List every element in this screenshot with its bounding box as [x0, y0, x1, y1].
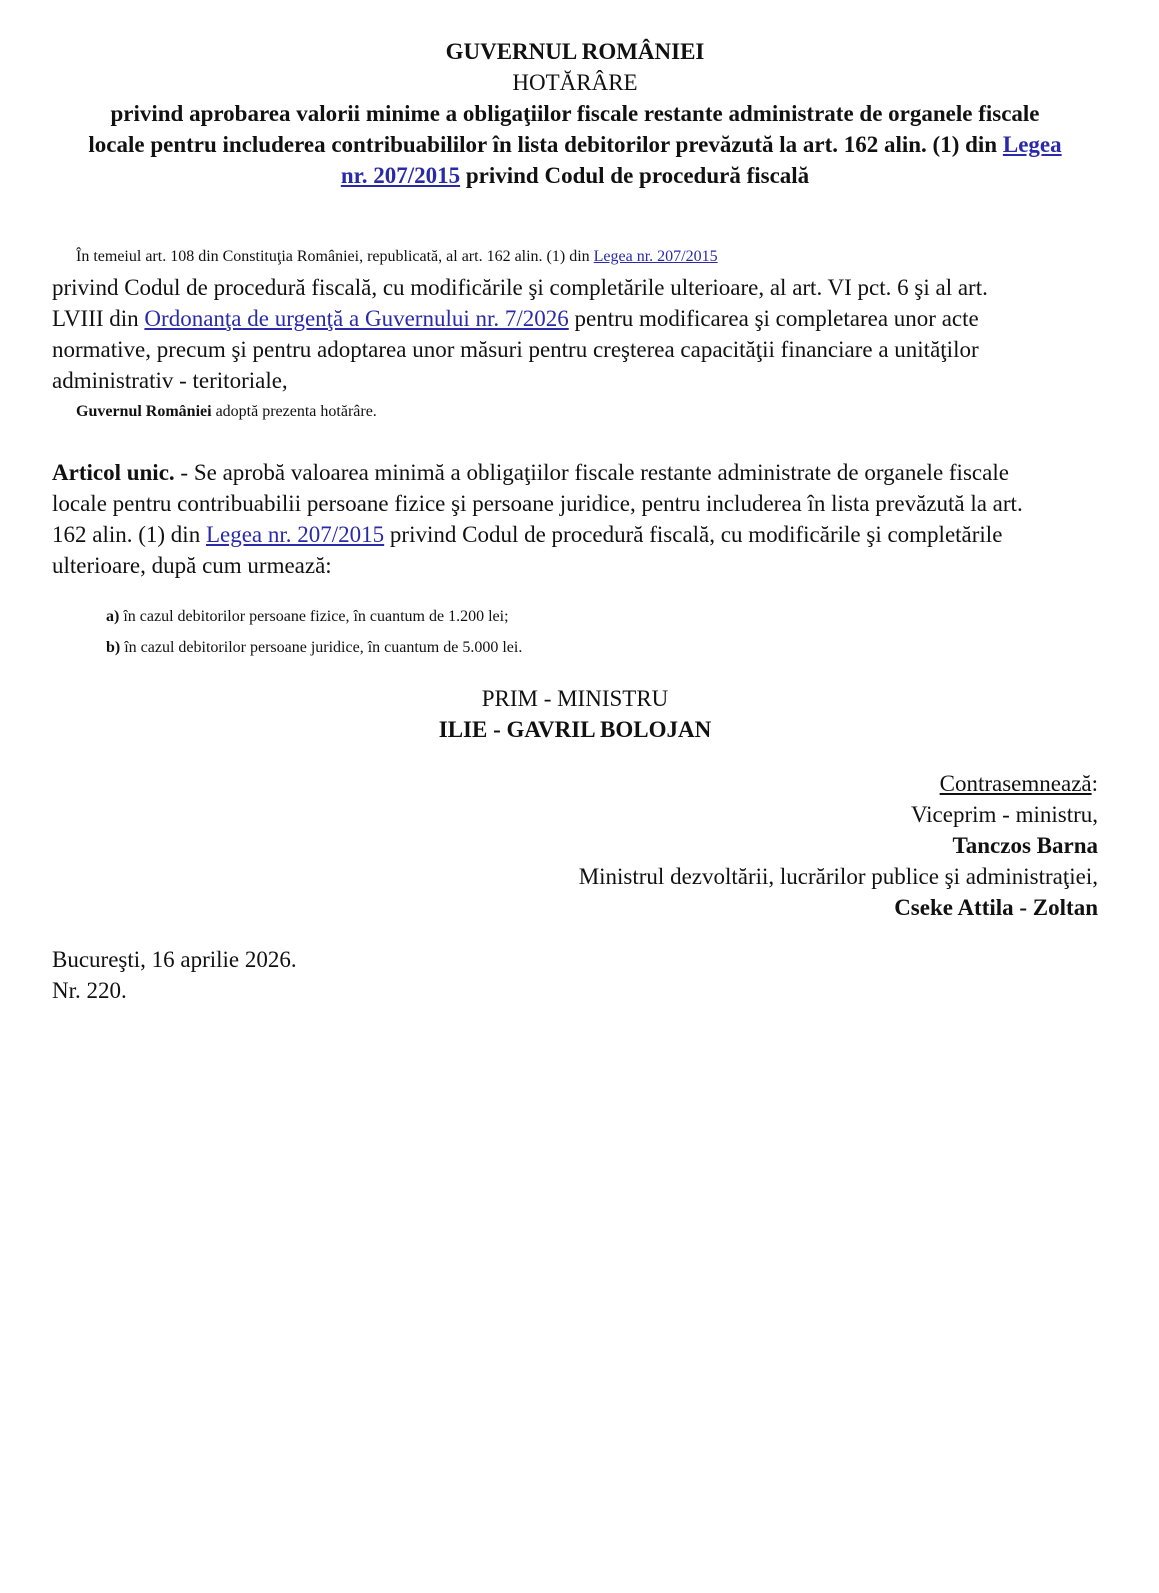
preamble-line-1 [52, 241, 1122, 272]
issuer-heading: GUVERNUL ROMÂNIEI [445, 39, 705, 64]
countersign-role-2: Ministrul dezvoltării, lucrărilor publice şi administraţiei, [578, 864, 1098, 889]
title-line-2 [52, 129, 1098, 160]
countersign-role-1: Viceprim - ministru, [910, 802, 1098, 827]
government-name: Guvernul României [76, 403, 212, 420]
article-line-3 [52, 519, 1098, 550]
list-item-text: în cazul debitorilor persoane fizice, în cuantum de 1.200 lei; [119, 608, 509, 625]
preamble-line-5: administrativ - teritoriale, [52, 368, 288, 393]
countersign-colon: : [1091, 771, 1098, 796]
preamble-line-2: privind Codul de procedură fiscală, cu modificările şi completările ulterioare, al art. VI pct. 6 şi al art. [52, 275, 988, 300]
countersign-heading: Contrasemnează [939, 771, 1092, 796]
title-text: locale pentru includerea contribuabililor în lista debitorilor prevăzută la art. 162 alin. (1) din [88, 132, 1003, 157]
article-line-1 [52, 457, 1098, 488]
article-text: - Se aprobă valoarea minimă a obligaţiilor fiscale restante administrate de organele fiscale [174, 460, 1009, 485]
article-text: privind Codul de procedură fiscală, cu modificările şi completările [384, 522, 1003, 547]
countersign-label [940, 768, 1098, 799]
law-207-2015-link[interactable]: Legea nr. 207/2015 [593, 248, 718, 265]
list-item-b [52, 632, 1152, 663]
title-text: privind Codul de procedură fiscală [460, 163, 810, 188]
signatory-role: PRIM - MINISTRU [481, 686, 669, 711]
preamble-line-3 [52, 303, 1098, 334]
list-item-text: în cazul debitorilor persoane juridice, în cuantum de 5.000 lei. [120, 639, 523, 656]
title-line-1: privind aprobarea valorii minime a obligaţiilor fiscale restante administrate de organele fiscale [110, 101, 1040, 126]
adoption-statement [52, 396, 1122, 427]
preamble-text: pentru modificarea şi completarea unor acte [568, 306, 979, 331]
article-text: 162 alin. (1) din [52, 522, 206, 547]
title-line-3 [52, 160, 1098, 191]
adoption-text: adoptă prezenta hotărâre. [211, 403, 377, 420]
article-label: Articol unic. [52, 460, 175, 485]
article-line-2: locale pentru contribuabilii persoane fizice şi persoane juridice, pentru includerea în lista prevăzută la art. [52, 491, 1023, 516]
oug-7-2026-link[interactable]: Ordonanţa de urgenţă a Guvernului nr. 7/2026 [144, 306, 569, 331]
place-date: Bucureşti, 16 aprilie 2026. [52, 947, 297, 972]
title-law-link-part1[interactable]: Legea [1002, 132, 1062, 157]
title-law-link-part2[interactable]: nr. 207/2015 [340, 163, 461, 188]
document-type: HOTĂRÂRE [512, 70, 638, 95]
list-item-a [52, 601, 1152, 632]
list-marker: a) [106, 608, 120, 625]
preamble-line-4: normative, precum şi pentru adoptarea unor măsuri pentru creşterea capacităţii financiare a unităţilor [52, 337, 979, 362]
law-207-2015-link[interactable]: Legea nr. 207/2015 [205, 522, 385, 547]
document-number: Nr. 220. [52, 978, 127, 1003]
countersign-name-1: Tanczos Barna [952, 833, 1098, 858]
preamble-text: LVIII din [52, 306, 145, 331]
signatory-name: ILIE - GAVRIL BOLOJAN [438, 717, 712, 742]
list-marker: b) [106, 639, 121, 656]
preamble-text: În temeiul art. 108 din Constituţia României, republicată, al art. 162 alin. (1) din [76, 248, 594, 265]
countersign-name-2: Cseke Attila - Zoltan [894, 895, 1098, 920]
article-line-4: ulterioare, după cum urmează: [52, 553, 332, 578]
